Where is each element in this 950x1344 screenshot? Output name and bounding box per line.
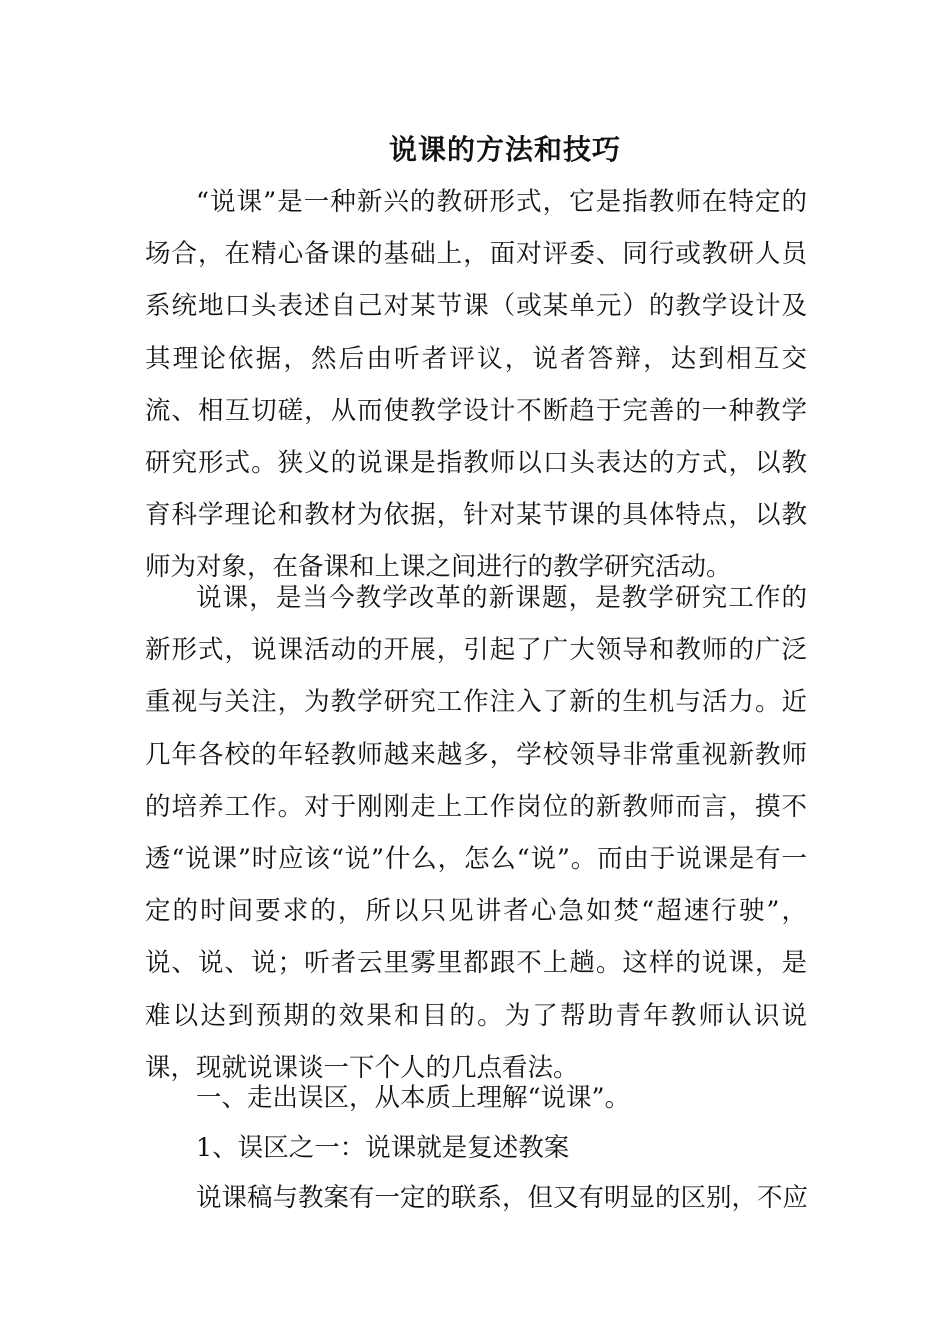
paragraph-3-first-line: 说课稿与教案有一定的联系，但又有明显的区别，不应 [196,1183,809,1213]
section-heading: 一、走出误区，从本质上理解“说课”。 [196,1083,631,1113]
subsection-heading: 1、误区之一：说课就是复述教案 [196,1133,570,1163]
paragraph-2: 说课，是当今教学改革的新课题，是教学研究工作的新形式，说课活动的开展，引起了广大领导和教师的广泛重视与关注，为教学研究工作注入了新的生机与活力。近几年各校的年轻教师越来越多，学校领导非常重视新教师的培养工作。对于刚刚走上工作岗位的新教师而言，摸不透“说课”时应该“说”什么，怎么“说”。而由于说课是有一定的时间要求的，所以只见讲者心急如焚“超速行驶”，说、说、说；听者云里雾里都跟不上趟。这样的说课，是难以达到预期的效果和目的。为了帮助青年教师认识说课，现就说课谈一下个人的几点看法。 [145,583,807,1083]
paragraph-1: “说课”是一种新兴的教研形式，它是指教师在特定的场合，在精心备课的基础上，面对评委、同行或教研人员系统地口头表述自己对某节课（或某单元）的教学设计及其理论依据，然后由听者评议，说者答辩，达到相互交流、相互切磋，从而使教学设计不断趋于完善的一种教学研究形式。狭义的说课是指教师以口头表达的方式，以教育科学理论和教材为依据，针对某节课的具体特点，以教师为对象，在备课和上课之间进行的教学研究活动。 [145,187,807,583]
document-title: 说课的方法和技巧 [388,133,621,166]
